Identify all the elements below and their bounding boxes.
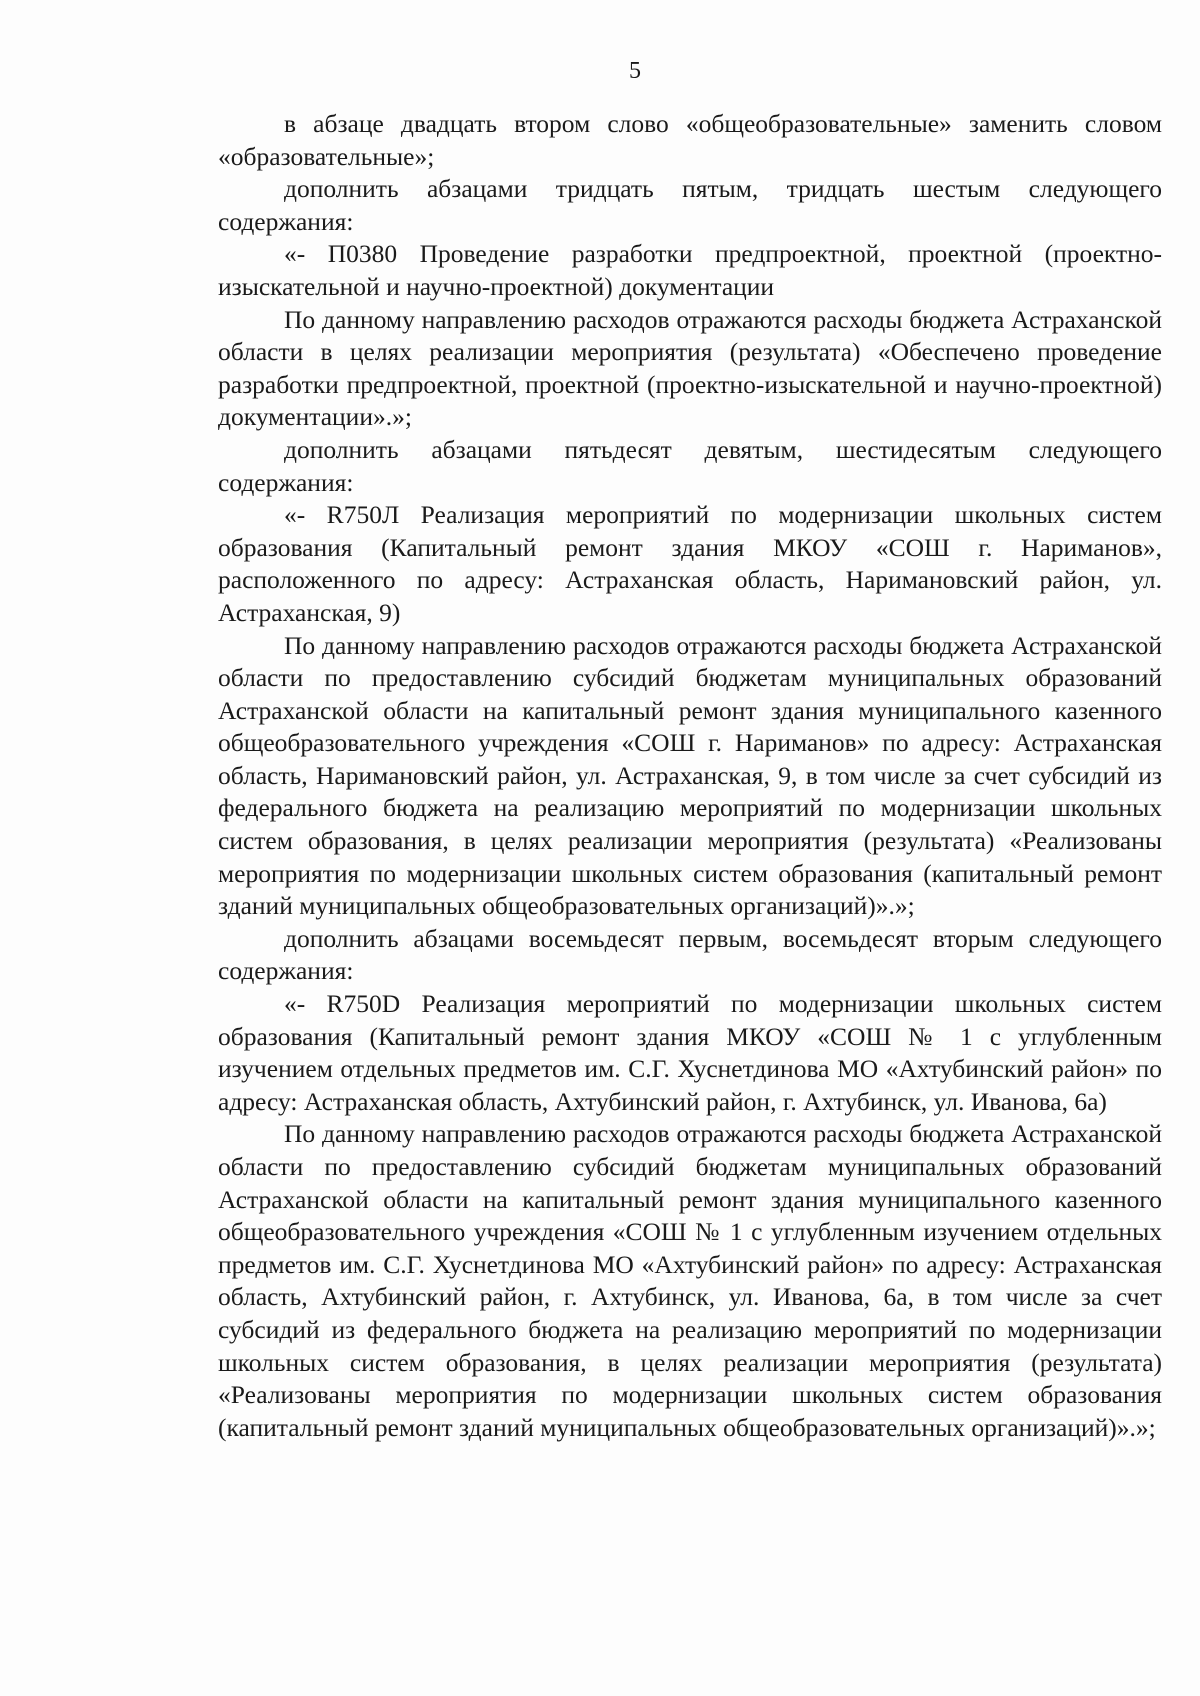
paragraph-r750d-title: «- R750D Реализация мероприятий по модернизации школьных систем образования (Капитальный ремонт здания МКОУ «СОШ № 1 с углубленным изучением отдельных предметов им. С.Г. Хуснетдинова МО «Ахтубинский район» по адресу: Астраханская область, Ахтубинский район, г. Ахтубинск, ул. Иванова, 6а) [218, 989, 1162, 1116]
paragraph-add-35-36: дополнить абзацами тридцать пятым, тридцать шестым следующего содержания: [218, 174, 1162, 236]
paragraph-add-81-82: дополнить абзацами восемьдесят первым, восемьдесят вторым следующего содержания: [218, 923, 1162, 986]
paragraph-r750l-title: «- R750Л Реализация мероприятий по модернизации школьных систем образования (Капитальный ремонт здания МКОУ «СОШ г. Нариманов», расположенного по адресу: Астраханская область, Наримановский район, ул. Астраханская, 9) [218, 500, 1162, 627]
document-body [218, 108, 1162, 1444]
paragraph-p0380-description: По данному направлению расходов отражаются расходы бюджета Астраханской области в целях реализации мероприятия (результата) «Обеспечено проведение разработки предпроектной, проектной (проектно-изыскательной и научно-проектной) документации».»; [218, 304, 1162, 432]
paragraph-amend-word: в абзаце двадцать втором слово «общеобразовательные» заменить словом «образовательные»; [218, 109, 1162, 171]
paragraph-add-59-60: дополнить абзацами пятьдесят девятым, шестидесятым следующего содержания: [218, 434, 1162, 497]
paragraph-r750d-description: По данному направлению расходов отражаются расходы бюджета Астраханской области по предоставлению субсидий бюджетам муниципальных образований Астраханской области на капитальный ремонт здания муниципального казенного общеобразовательного учреждения «СОШ № 1 с углубленным изучением отдельных предметов им. С.Г. Хуснетдинова МО «Ахтубинский район» по адресу: Астраханская область, Ахтубинский район, г. Ахтубинск, ул. Иванова, 6а, в том числе за счет субсидий из федерального бюджета на реализацию мероприятий по модернизации школьных систем образования, в целях реализации мероприятия (результата) «Реализованы мероприятия по модернизации школьных систем образования (капитальный ремонт зданий муниципальных общеобразовательных организаций)».»; [218, 1119, 1162, 1442]
paragraph-p0380-title: «- П0380 Проведение разработки предпроектной, проектной (проектно-изыскательной и научно-проектной) документации [218, 239, 1162, 301]
page-number: 5 [629, 58, 641, 84]
paragraph-r750l-description: По данному направлению расходов отражаются расходы бюджета Астраханской области по предоставлению субсидий бюджетам муниципальных образований Астраханской области на капитальный ремонт здания муниципального казенного общеобразовательного учреждения «СОШ г. Нариманов» по адресу: Астраханская область, Наримановский район, ул. Астраханская, 9, в том числе за счет субсидий из федерального бюджета на реализацию мероприятий по модернизации школьных систем образования, в целях реализации мероприятия (результата) «Реализованы мероприятия по модернизации школьных систем образования (капитальный ремонт зданий муниципальных общеобразовательных организаций)».»; [218, 630, 1162, 921]
